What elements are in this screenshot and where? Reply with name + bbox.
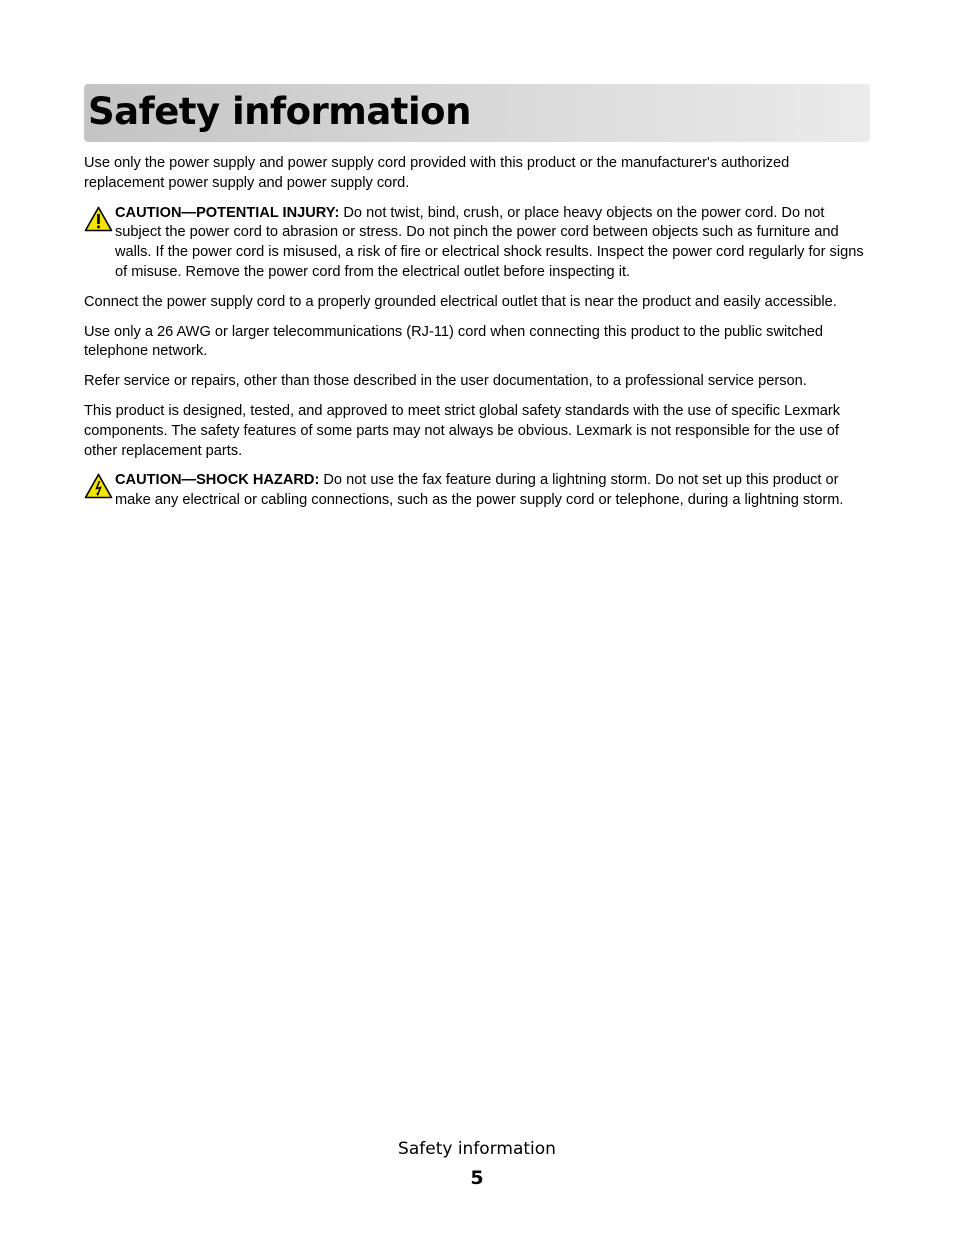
- caution-label: CAUTION—SHOCK HAZARD:: [115, 472, 320, 489]
- page-title-bar: [84, 84, 870, 142]
- caution-text: Do not twist, bind, crush, or place heavy objects on the power cord. Do not subject the power cord to abrasion or stress. Do not pinch the power cord between objects such as furniture and walls. If the power cord is misused, a risk of fire or electrical shock results. Inspect the power cord regularly for signs of misuse. Remove the power cord from the electrical outlet before inspecting it.: [115, 204, 864, 280]
- footer-page-number: 5: [470, 1167, 484, 1189]
- caution-label: CAUTION—POTENTIAL INJURY:: [115, 204, 340, 221]
- footer-section-title: Safety information: [398, 1139, 556, 1159]
- paragraph-power-supply: Use only the power supply and power supply cord provided with this product or the manufacturer's authorized replacement power supply and power supply cord.: [84, 155, 790, 191]
- warning-triangle-icon: [84, 206, 113, 232]
- page-title: Safety information: [88, 90, 471, 133]
- paragraph-safety-standards: This product is designed, tested, and approved to meet strict global safety standards with the use of specific Lexmark components. The safety features of some parts may not always be obvious. Lexmark is not responsible for the use of other replacement parts.: [84, 402, 841, 459]
- caution-shock-hazard: [84, 471, 870, 511]
- paragraph-telecom-cord: Use only a 26 AWG or larger telecommunications (RJ-11) cord when connecting this product to the public switched telephone network.: [84, 323, 823, 360]
- paragraph-grounded-outlet: Connect the power supply cord to a properly grounded electrical outlet that is near the product and easily accessible.: [84, 293, 837, 310]
- shock-hazard-triangle-icon: [84, 473, 113, 499]
- caution-potential-injury: [84, 204, 870, 283]
- page-content: [84, 154, 870, 521]
- caution-text: Do not use the fax feature during a lightning storm. Do not set up this product or make any electrical or cabling connections, such as the power supply cord or telephone, during a lightning storm.: [115, 472, 844, 509]
- paragraph-service: Refer service or repairs, other than those described in the user documentation, to a professional service person.: [84, 373, 807, 390]
